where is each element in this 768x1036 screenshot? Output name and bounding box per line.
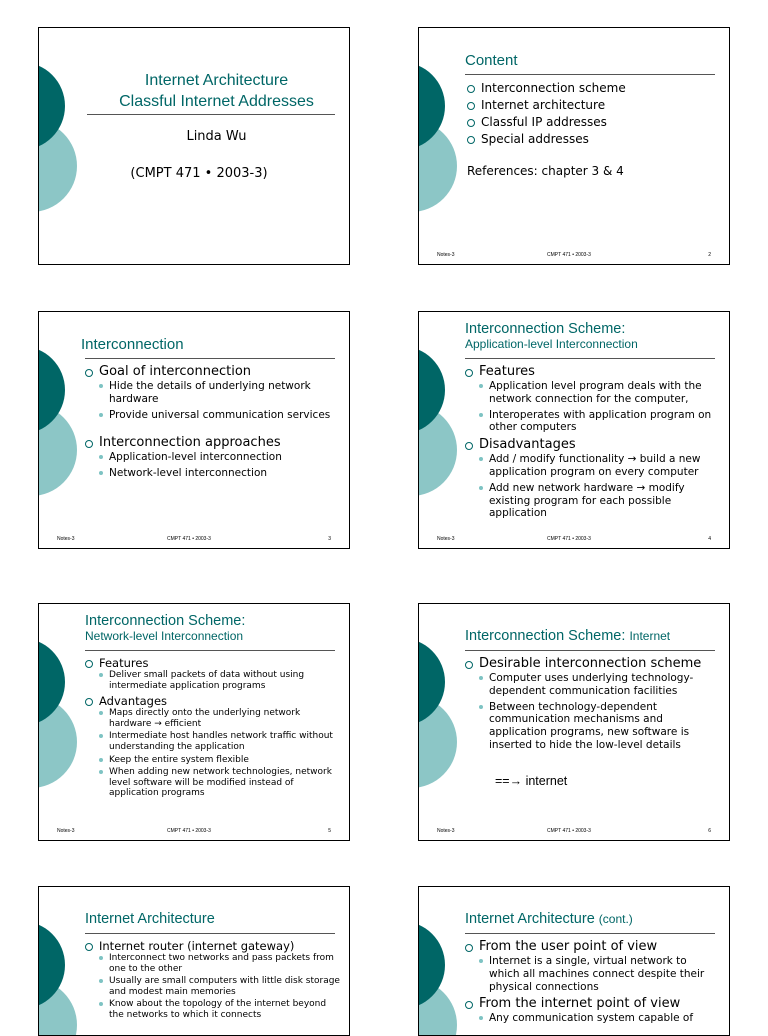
bullet-list xyxy=(465,939,715,1025)
footer-left: Notes-3 xyxy=(437,536,455,542)
bullet-ring-icon xyxy=(85,369,93,377)
sub-bullet-item: Hide the details of underlying network hardware xyxy=(99,380,343,406)
title-rule xyxy=(465,74,715,75)
slide-title xyxy=(465,911,633,928)
page-number: 5 xyxy=(328,828,331,834)
bullet-dot-icon xyxy=(479,413,483,417)
footer-center: CMPT 471 • 2003-3 xyxy=(547,536,591,542)
bullet-dot-icon xyxy=(99,979,103,983)
bullet-dot-icon xyxy=(99,758,103,762)
footer-left: Notes-3 xyxy=(57,536,75,542)
slide-title xyxy=(465,321,638,351)
bullet-list xyxy=(85,939,341,1021)
bullet-item: From the internet point of view xyxy=(465,996,715,1012)
footer-left: Notes-3 xyxy=(437,252,455,258)
footer-center: CMPT 471 • 2003-3 xyxy=(167,536,211,542)
bullet-dot-icon xyxy=(479,676,483,680)
slide-3 xyxy=(38,311,350,549)
bullet-ring-icon xyxy=(85,698,93,706)
footer-center: CMPT 471 • 2003-3 xyxy=(547,828,591,834)
title-rule xyxy=(85,933,335,934)
bullet-dot-icon xyxy=(99,1002,103,1006)
sub-bullet-item: Keep the entire system flexible xyxy=(99,755,341,766)
list-item: Interconnection scheme xyxy=(467,80,717,97)
slide-title xyxy=(465,628,670,645)
title-rule xyxy=(85,650,335,651)
bullet-item: Internet router (internet gateway) xyxy=(85,939,341,953)
title-main: Interconnection Scheme: xyxy=(85,613,246,629)
slide-5 xyxy=(38,603,350,841)
title-line-1: Internet Architecture xyxy=(144,72,289,89)
bullet-item: From the user point of view xyxy=(465,939,715,955)
slide-title: Content xyxy=(465,52,518,69)
bullet-item: Features xyxy=(85,656,341,670)
page-number: 6 xyxy=(708,828,711,834)
sub-bullet-item: Computer uses underlying technology-dependent communication facilities xyxy=(479,672,715,698)
sub-bullet-item: Interconnect two networks and pass packets from one to the other xyxy=(99,953,341,974)
bullet-dot-icon xyxy=(479,959,483,963)
bullet-dot-icon xyxy=(99,711,103,715)
title-rule xyxy=(465,358,715,359)
footer-left: Notes-3 xyxy=(57,828,75,834)
sub-bullet-item: Application level program deals with the network connection for the computer, xyxy=(479,380,715,406)
bullet-list xyxy=(85,656,341,799)
title-rule xyxy=(465,933,715,934)
title-suffix: Internet xyxy=(629,629,671,643)
sub-bullet-item: Application-level interconnection xyxy=(99,451,343,464)
footer-center: CMPT 471 • 2003-3 xyxy=(547,252,591,258)
title-main: Internet Architecture xyxy=(465,911,595,927)
sub-bullet-item: Maps directly onto the underlying network hardware → efficient xyxy=(99,708,341,729)
sub-bullet-item: Add new network hardware → modify existing program for each possible application xyxy=(479,482,715,520)
sub-bullet-item: Add / modify functionality → build a new application program on every computer xyxy=(479,453,715,479)
title-rule xyxy=(465,650,715,651)
sub-bullet-item: Any communication system capable of xyxy=(479,1012,715,1025)
title-main: Interconnection Scheme: xyxy=(465,628,626,644)
sub-bullet-item: Provide universal communication services xyxy=(99,409,343,422)
title-rule xyxy=(85,358,335,359)
bullet-list xyxy=(85,364,343,480)
bullet-list xyxy=(465,364,715,520)
bullet-ring-icon xyxy=(467,102,475,110)
list-item: Special addresses xyxy=(467,131,717,148)
bullet-dot-icon xyxy=(479,486,483,490)
bullet-ring-icon xyxy=(465,944,473,952)
bullet-ring-icon xyxy=(85,943,93,951)
sub-bullet-item: Usually are small computers with little disk storage and modest main memories xyxy=(99,976,341,997)
sub-bullet-item: Intermediate host handles network traffic without understanding the application xyxy=(99,731,341,752)
sub-bullet-item: When adding new network technologies, network level software will be modified instead of application programs xyxy=(99,767,341,799)
bullet-ring-icon xyxy=(85,440,93,448)
author: Linda Wu xyxy=(186,129,247,144)
bullet-ring-icon xyxy=(465,369,473,377)
bullet-ring-icon xyxy=(465,661,473,669)
page-number: 4 xyxy=(708,536,711,542)
bullet-dot-icon xyxy=(99,455,103,459)
list-item: Classful IP addresses xyxy=(467,114,717,131)
slide-7 xyxy=(38,886,350,1036)
title-subtitle: Network-level Interconnection xyxy=(85,628,244,643)
bullet-item: Disadvantages xyxy=(465,437,715,453)
bullet-dot-icon xyxy=(99,413,103,417)
slide-4 xyxy=(418,311,730,549)
bullet-ring-icon xyxy=(465,442,473,450)
slide-title xyxy=(89,70,344,112)
bullet-dot-icon xyxy=(99,770,103,774)
slide-2 xyxy=(418,27,730,265)
sub-bullet-item: Between technology-dependent communication mechanisms and application programs, new software is inserted to hide the low-level details xyxy=(479,701,715,752)
list-item: Internet architecture xyxy=(467,97,717,114)
title-rule xyxy=(87,114,335,115)
bullet-dot-icon xyxy=(479,705,483,709)
title-main: Interconnection Scheme: xyxy=(465,321,626,337)
bullet-ring-icon xyxy=(465,1001,473,1009)
slide-title xyxy=(85,613,245,643)
bullet-item: Goal of interconnection xyxy=(85,364,343,380)
content-list xyxy=(467,80,717,148)
bullet-list xyxy=(465,656,715,752)
bullet-dot-icon xyxy=(99,471,103,475)
sub-bullet-item: Interoperates with application program on other computers xyxy=(479,409,715,435)
result-text: ==→ internet xyxy=(495,774,568,788)
course: (CMPT 471 • 2003-3) xyxy=(130,166,268,181)
references: References: chapter 3 & 4 xyxy=(467,164,624,178)
bullet-ring-icon xyxy=(467,119,475,127)
bullet-ring-icon xyxy=(467,85,475,93)
bullet-item: Features xyxy=(465,364,715,380)
slide-1 xyxy=(38,27,350,265)
bullet-item: Desirable interconnection scheme xyxy=(465,656,715,672)
bullet-dot-icon xyxy=(479,457,483,461)
bullet-item: Interconnection approaches xyxy=(85,435,343,451)
slide-decoration xyxy=(39,28,99,228)
bullet-dot-icon xyxy=(99,734,103,738)
bullet-dot-icon xyxy=(99,673,103,677)
title-subtitle: Application-level Interconnection xyxy=(465,336,638,351)
bullet-item: Advantages xyxy=(85,694,341,708)
slide-6 xyxy=(418,603,730,841)
slide-title: Internet Architecture xyxy=(85,911,215,927)
sub-bullet-item: Internet is a single, virtual network to which all machines connect despite their physical connections xyxy=(479,955,715,993)
bullet-ring-icon xyxy=(85,660,93,668)
bullet-ring-icon xyxy=(467,136,475,144)
title-line-2: Classful Internet Addresses xyxy=(119,93,314,110)
bullet-dot-icon xyxy=(99,956,103,960)
title-suffix: (cont.) xyxy=(598,912,633,926)
bullet-dot-icon xyxy=(99,384,103,388)
footer-center: CMPT 471 • 2003-3 xyxy=(167,828,211,834)
page-number: 3 xyxy=(328,536,331,542)
page-number: 2 xyxy=(708,252,711,258)
bullet-dot-icon xyxy=(479,1016,483,1020)
slide-8 xyxy=(418,886,730,1036)
footer-left: Notes-3 xyxy=(437,828,455,834)
sub-bullet-item: Know about the topology of the internet beyond the networks to which it connects xyxy=(99,999,341,1020)
sub-bullet-item: Network-level interconnection xyxy=(99,467,343,480)
bullet-dot-icon xyxy=(479,384,483,388)
sub-bullet-item: Deliver small packets of data without using intermediate application programs xyxy=(99,670,341,691)
slide-title: Interconnection xyxy=(81,336,184,353)
